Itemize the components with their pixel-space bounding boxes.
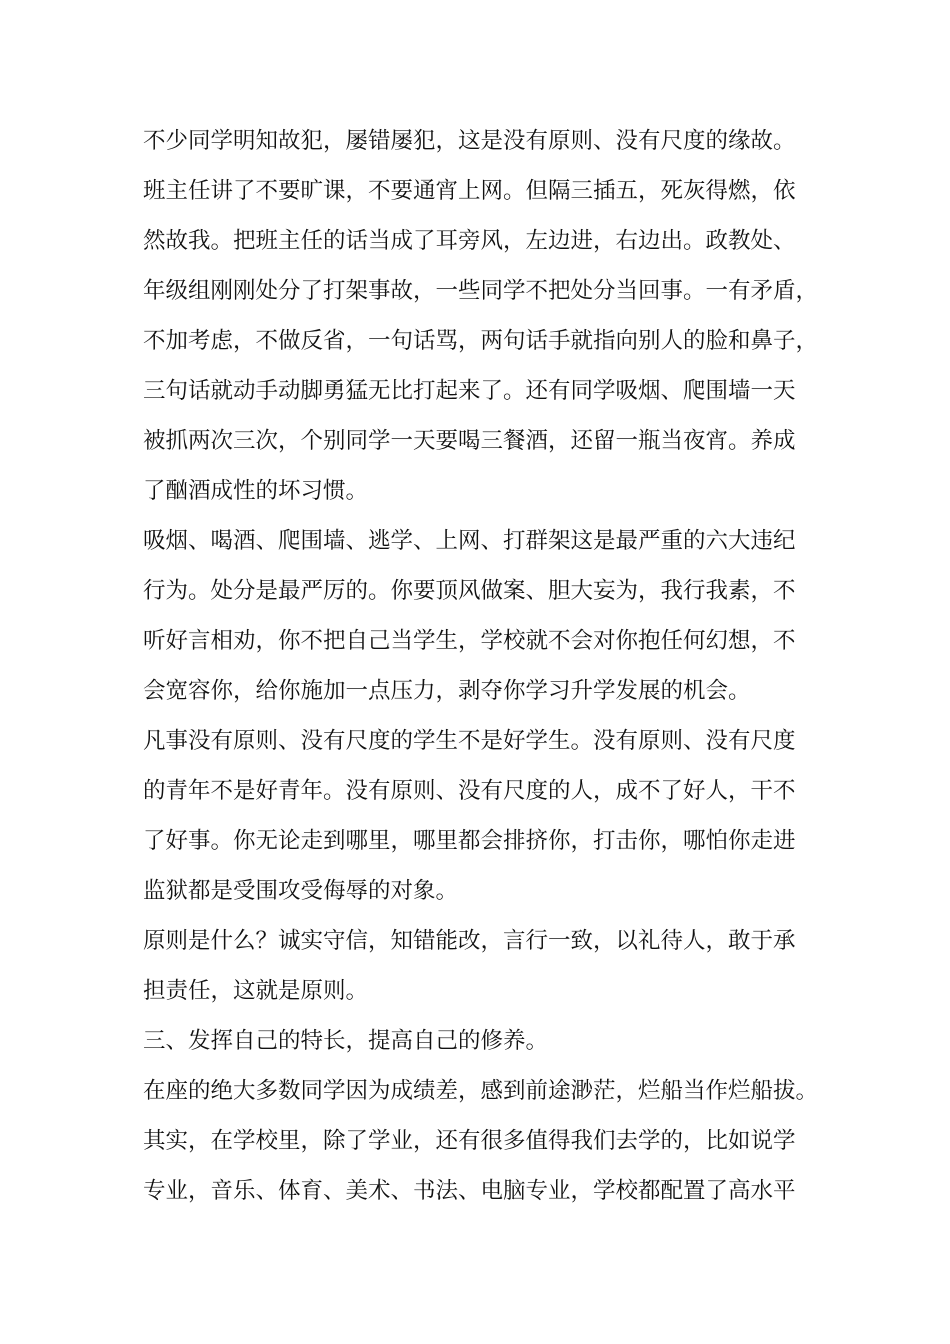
text-line: 行为。处分是最严厉的。你要顶风做案、胆大妄为，我行我素，不 — [143, 578, 796, 604]
text-line: 吸烟、喝酒、爬围墙、逃学、上网、打群架这是最严重的六大违纪 — [143, 528, 796, 554]
text-line: 会宽容你，给你施加一点压力，剥夺你学习升学发展的机会。 — [143, 678, 751, 704]
text-line: 年级组刚刚处分了打架事故，一些同学不把处分当回事。一有矛盾， — [143, 278, 819, 304]
body-text — [143, 116, 833, 1216]
text-line: 不少同学明知故犯，屡错屡犯，这是没有原则、没有尺度的缘故。 — [143, 128, 796, 154]
text-line: 了酗酒成性的坏习惯。 — [143, 478, 369, 504]
text-line: 原则是什么？诚实守信，知错能改，言行一致，以礼待人，敢于承 — [143, 928, 796, 954]
text-line: 不加考虑，不做反省，一句话骂，两句话手就指向别人的脸和鼻子， — [143, 328, 819, 354]
section-heading: 三、发挥自己的特长，提高自己的修养。 — [143, 1028, 549, 1054]
text-line: 然故我。把班主任的话当成了耳旁风，左边进，右边出。政教处、 — [143, 228, 796, 254]
text-line: 的青年不是好青年。没有原则、没有尺度的人，成不了好人，干不 — [143, 778, 796, 804]
text-line: 凡事没有原则、没有尺度的学生不是好学生。没有原则、没有尺度 — [143, 728, 796, 754]
text-line: 被抓两次三次，个别同学一天要喝三餐酒，还留一瓶当夜宵。养成 — [143, 428, 796, 454]
text-line: 监狱都是受围攻受侮辱的对象。 — [143, 878, 459, 904]
text-line: 在座的绝大多数同学因为成绩差，感到前途渺茫，烂船当作烂船拔。 — [143, 1078, 819, 1104]
text-line: 了好事。你无论走到哪里，哪里都会排挤你，打击你，哪怕你走进 — [143, 828, 796, 854]
text-line: 三句话就动手动脚勇猛无比打起来了。还有同学吸烟、爬围墙一天 — [143, 378, 796, 404]
text-line: 班主任讲了不要旷课，不要通宵上网。但隔三插五，死灰得燃，依 — [143, 178, 796, 204]
text-line: 其实，在学校里，除了学业，还有很多值得我们去学的，比如说学 — [143, 1128, 796, 1154]
text-line: 专业，音乐、体育、美术、书法、电脑专业，学校都配置了高水平 — [143, 1178, 796, 1204]
text-line: 担责任，这就是原则。 — [143, 978, 369, 1004]
text-line: 听好言相劝，你不把自己当学生，学校就不会对你抱任何幻想，不 — [143, 628, 796, 654]
